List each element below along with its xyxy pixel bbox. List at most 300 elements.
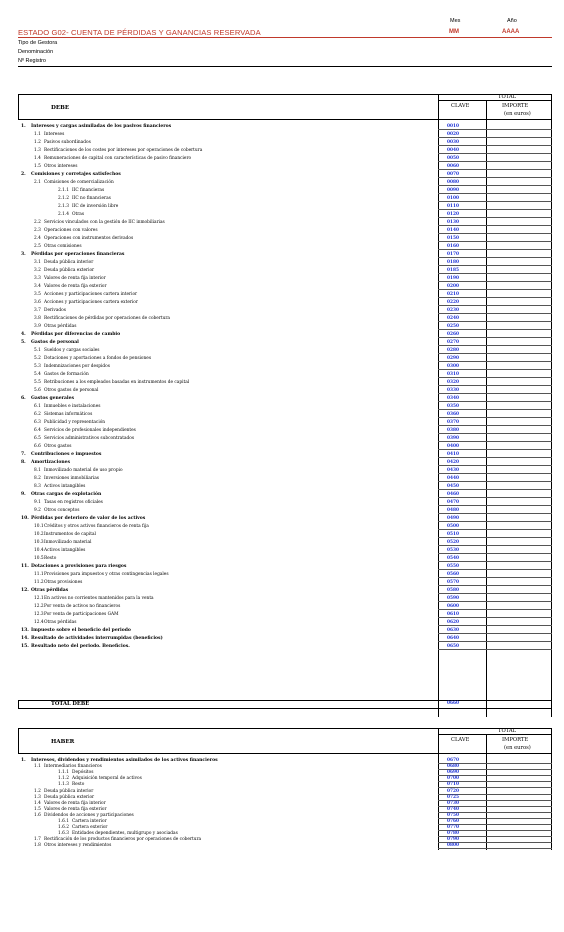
debe-row-key: 0170	[447, 252, 459, 257]
debe-row-amount-input[interactable]	[487, 420, 552, 426]
debe-row-amount-input[interactable]	[487, 444, 552, 450]
haber-row-number: 1.2	[34, 788, 41, 794]
haber-row	[18, 843, 552, 849]
debe-row-key: 0470	[447, 500, 459, 505]
debe-row-amount-input[interactable]	[487, 148, 552, 154]
haber-row-amount-input[interactable]	[487, 843, 552, 849]
debe-row	[18, 308, 552, 314]
debe-row-amount-input[interactable]	[487, 484, 552, 490]
haber-row-key: 0725	[447, 794, 459, 800]
debe-row-amount-input[interactable]	[487, 404, 552, 410]
debe-row-key: 0030	[447, 140, 459, 145]
debe-row-amount-input[interactable]	[487, 564, 552, 570]
debe-row-label: Comisiones y corretajes satisfechos	[31, 172, 121, 177]
haber-row-number: 1.6.2	[58, 825, 69, 831]
debe-row-amount-input[interactable]	[487, 164, 552, 170]
debe-row-label: Otras provisiones	[44, 580, 83, 585]
debe-row-key: 0010	[447, 124, 459, 129]
debe-row-label: Amortizaciones	[31, 460, 71, 465]
haber-row-number: 1.6.1	[58, 819, 69, 824]
debe-row	[18, 140, 552, 146]
debe-row-key: 0480	[447, 508, 459, 513]
debe-row-number: 12.3	[34, 612, 44, 617]
debe-row-number: 1.4	[34, 156, 41, 161]
debe-row-key: 0260	[447, 332, 459, 337]
debe-row-amount-input[interactable]	[487, 572, 552, 578]
debe-row-amount-input[interactable]	[487, 348, 552, 354]
debe-row-key: 0650	[447, 644, 459, 649]
debe-row	[18, 412, 552, 418]
debe-row-label: Intereses	[44, 132, 65, 137]
debe-row-amount-input[interactable]	[487, 540, 552, 546]
debe-row-label: Indemnizaciones por despidos	[44, 364, 110, 369]
debe-row-key: 0380	[447, 428, 459, 433]
debe-row-key: 0410	[447, 452, 459, 457]
debe-row	[18, 484, 552, 490]
debe-row	[18, 356, 552, 362]
debe-row	[18, 204, 552, 210]
debe-row	[18, 148, 552, 154]
debe-row-key: 0130	[447, 220, 459, 225]
debe-row	[18, 196, 552, 202]
debe-row-key: 0050	[447, 156, 459, 161]
debe-row-amount-input[interactable]	[487, 276, 552, 282]
debe-row-amount-input[interactable]	[487, 612, 552, 618]
haber-total-label: TOTAL	[498, 728, 517, 734]
debe-row-amount-input[interactable]	[487, 476, 552, 482]
debe-row-amount-input[interactable]	[487, 356, 552, 362]
debe-row-amount-input[interactable]	[487, 300, 552, 306]
debe-row-amount-input[interactable]	[487, 428, 552, 434]
debe-row-number: 6.3	[34, 420, 41, 425]
debe-row	[18, 388, 552, 394]
debe-row-key: 0550	[447, 564, 459, 569]
debe-row-label: Gastos de personal	[31, 340, 79, 345]
debe-row-number: 5.4	[34, 372, 41, 377]
debe-row	[18, 156, 552, 162]
debe-row-label: Impuesto sobre el beneficio del periodo	[31, 628, 131, 633]
debe-row-number: 4.	[21, 332, 26, 337]
haber-title: HABER	[51, 739, 75, 745]
debe-row-label: Contribuciones e impuestos	[31, 452, 102, 457]
haber-row-label: Valores de renta fija interior	[44, 800, 106, 806]
haber-row-label: Deuda pública exterior	[44, 794, 95, 800]
debe-row-label: Operaciones con instrumentos derivados	[44, 236, 134, 241]
debe-row-label: IIC financieras	[72, 188, 105, 193]
debe-row-key: 0560	[447, 572, 459, 577]
debe-row-number: 8.1	[34, 468, 41, 473]
debe-row-label: Otros conceptos	[44, 508, 80, 513]
debe-row-number: 6.5	[34, 436, 41, 441]
debe-row-amount-input[interactable]	[487, 492, 552, 498]
haber-row-number: 1.1	[34, 764, 41, 770]
debe-row-key: 0230	[447, 308, 459, 313]
haber-row-label: Cartera exterior	[72, 825, 108, 831]
debe-row-key: 0510	[447, 532, 459, 537]
haber-row-key: 0700	[447, 776, 459, 782]
debe-row	[18, 516, 552, 522]
debe-row-key: 0450	[447, 484, 459, 489]
debe-row-label: Servicios de profesionales independientes	[44, 428, 136, 433]
debe-row	[18, 476, 552, 482]
debe-row-key: 0330	[447, 388, 459, 393]
debe-row-amount-input[interactable]	[487, 268, 552, 274]
year-value[interactable]: AAAA	[502, 29, 520, 35]
debe-row-label: Activos intangibles	[44, 484, 86, 489]
debe-row-key: 0500	[447, 524, 459, 529]
debe-row-amount-input[interactable]	[487, 228, 552, 234]
debe-row	[18, 276, 552, 282]
debe-row	[18, 460, 552, 466]
debe-row	[18, 468, 552, 474]
haber-row-key: 0780	[447, 831, 459, 837]
debe-row-number: 5.2	[34, 356, 41, 361]
debe-row-number: 12.	[21, 588, 29, 593]
debe-row-label: Sueldos y cargas sociales	[44, 348, 100, 353]
haber-euros-label: (en euros)	[504, 745, 531, 751]
debe-row-number: 8.	[21, 460, 26, 465]
header-divider	[18, 66, 552, 67]
debe-row-label: Otras	[72, 212, 85, 217]
debe-row-label: Intereses y cargas asimiladas de los pasivos financieros	[31, 124, 172, 129]
debe-row-amount-input[interactable]	[487, 140, 552, 146]
debe-row	[18, 604, 552, 610]
haber-section	[18, 728, 552, 928]
debe-row-number: 5.1	[34, 348, 41, 353]
haber-row-number: 1.6.3	[58, 831, 69, 837]
debe-row	[18, 628, 552, 634]
debe-row	[18, 500, 552, 506]
debe-row-label: Otros gastos de personal	[44, 388, 99, 393]
debe-row	[18, 596, 552, 602]
debe-row-amount-input[interactable]	[487, 220, 552, 226]
debe-row-amount-input[interactable]	[487, 196, 552, 202]
haber-row-key: 0730	[447, 800, 459, 806]
debe-row	[18, 220, 552, 226]
registro-label: Nº Registro	[18, 58, 46, 64]
debe-row-number: 9.2	[34, 508, 41, 513]
debe-row-number: 2.4	[34, 236, 41, 241]
debe-row-amount-input[interactable]	[487, 580, 552, 586]
debe-row	[18, 284, 552, 290]
debe-row-number: 9.	[21, 492, 26, 497]
debe-row-label: Pérdidas por diferencias de cambio	[31, 332, 121, 337]
debe-row-amount-input[interactable]	[487, 180, 552, 186]
debe-row	[18, 380, 552, 386]
debe-row-amount-input[interactable]	[487, 460, 552, 466]
debe-row-number: 15.	[21, 644, 29, 649]
debe-row	[18, 236, 552, 242]
debe-row-key: 0240	[447, 316, 459, 321]
debe-row	[18, 532, 552, 538]
debe-row-amount-input[interactable]	[487, 172, 552, 178]
debe-row-amount-input[interactable]	[487, 412, 552, 418]
debe-row-key: 0320	[447, 380, 459, 385]
debe-row-amount-input[interactable]	[487, 324, 552, 330]
debe-row-amount-input[interactable]	[487, 396, 552, 402]
debe-row	[18, 260, 552, 266]
debe-row-number: 3.4	[34, 284, 41, 289]
debe-row	[18, 268, 552, 274]
debe-row-amount-input[interactable]	[487, 132, 552, 138]
debe-row-number: 3.7	[34, 308, 41, 313]
debe-row-amount-input[interactable]	[487, 588, 552, 594]
debe-row-amount-input[interactable]	[487, 292, 552, 298]
haber-row-number: 1.1.3	[58, 782, 69, 788]
debe-row	[18, 252, 552, 258]
debe-row-key: 0520	[447, 540, 459, 545]
debe-row-label: Otras pérdidas	[44, 324, 77, 329]
tipo-gestora-label: Tipo de Gestora	[18, 40, 58, 46]
debe-row-number: 2.1.3	[58, 204, 69, 209]
debe-row	[18, 524, 552, 530]
debe-row-key: 0580	[447, 588, 459, 593]
debe-row-label: Inmuebles e instalaciones	[44, 404, 101, 409]
debe-row-number: 6.2	[34, 412, 41, 417]
debe-row-number: 3.5	[34, 292, 41, 297]
debe-row-key: 0020	[447, 132, 459, 137]
debe-row-key: 0080	[447, 180, 459, 185]
debe-row-key: 0160	[447, 244, 459, 249]
debe-row-label: Pérdidas por operaciones financieras	[31, 252, 125, 257]
debe-row-amount-input[interactable]	[487, 524, 552, 530]
debe-row-key: 0140	[447, 228, 459, 233]
debe-row-amount-input[interactable]	[487, 508, 552, 514]
debe-row-amount-input[interactable]	[487, 236, 552, 242]
haber-row-label: Depósitos	[72, 770, 94, 776]
debe-row	[18, 292, 552, 298]
debe-row-number: 12.2	[34, 604, 44, 609]
debe-row-amount-input[interactable]	[487, 252, 552, 258]
debe-row-label: Dotaciones a provisiones para riesgos	[31, 564, 127, 569]
debe-row-amount-input[interactable]	[487, 188, 552, 194]
debe-row-label: Por venta de participaciones GAM	[44, 612, 119, 617]
haber-row-label: Adquisición temporal de activos	[72, 776, 142, 782]
denominacion-label: Denominación	[18, 49, 54, 55]
debe-row-amount-input[interactable]	[487, 380, 552, 386]
debe-row	[18, 396, 552, 402]
debe-row-amount-input[interactable]	[487, 284, 552, 290]
debe-row-amount-input[interactable]	[487, 316, 552, 322]
debe-row-key: 0350	[447, 404, 459, 409]
debe-row-number: 2.1.1	[58, 188, 69, 193]
debe-row-key: 0110	[447, 204, 459, 209]
haber-row-number: 1.8	[34, 843, 41, 849]
debe-row	[18, 428, 552, 434]
debe-row-number: 10.	[21, 516, 29, 521]
debe-row-label: Valores de renta fija interior	[44, 276, 106, 281]
debe-row-key: 0390	[447, 436, 459, 441]
debe-row-amount-input[interactable]	[487, 516, 552, 522]
debe-row	[18, 420, 552, 426]
debe-row	[18, 188, 552, 194]
debe-row-key: 0620	[447, 620, 459, 625]
debe-row-number: 1.	[21, 124, 26, 129]
debe-row-amount-input[interactable]	[487, 388, 552, 394]
debe-total-key: 0660	[447, 701, 459, 706]
debe-row	[18, 452, 552, 458]
debe-row-label: Otros gastos	[44, 444, 72, 449]
debe-row	[18, 300, 552, 306]
debe-importe-label: IMPORTE	[502, 103, 529, 109]
debe-row	[18, 636, 552, 642]
debe-row-label: Otros intereses	[44, 164, 78, 169]
debe-row-number: 5.3	[34, 364, 41, 369]
haber-row-label: Valores de renta fija exterior	[44, 806, 107, 812]
debe-row-key: 0630	[447, 628, 459, 633]
debe-row-label: Gastos generales	[31, 396, 75, 401]
debe-row-amount-input[interactable]	[487, 620, 552, 626]
debe-row-number: 6.4	[34, 428, 41, 433]
debe-total-label: TOTAL	[498, 94, 517, 100]
haber-row-label: Entidades dependientes, multigrupo y asociadas	[72, 831, 178, 837]
debe-row	[18, 556, 552, 562]
debe-row-key: 0600	[447, 604, 459, 609]
haber-row-key: 0760	[447, 819, 459, 824]
debe-row-number: 2.3	[34, 228, 41, 233]
debe-row-number: 2.1.2	[58, 196, 69, 201]
debe-row-number: 1.3	[34, 148, 41, 153]
haber-row-number: 1.4	[34, 800, 41, 806]
debe-row-key: 0440	[447, 476, 459, 481]
debe-row	[18, 348, 552, 354]
debe-row	[18, 164, 552, 170]
debe-row-number: 12.4	[34, 620, 44, 625]
debe-row-amount-input[interactable]	[487, 636, 552, 642]
debe-row-amount-input[interactable]	[487, 596, 552, 602]
debe-row	[18, 436, 552, 442]
debe-row-label: Inmovilizado material de uso propio	[44, 468, 123, 473]
debe-row-amount-input[interactable]	[487, 212, 552, 218]
debe-row-label: Rectificaciones de los costes por intereses por operaciones de cobertura	[44, 148, 203, 153]
debe-row-amount-input[interactable]	[487, 204, 552, 210]
debe-row	[18, 444, 552, 450]
haber-row-key: 0800	[447, 843, 459, 849]
debe-row-amount-input[interactable]	[487, 332, 552, 338]
haber-row-label: Cartera interior	[72, 819, 107, 824]
debe-row-key: 0250	[447, 324, 459, 329]
debe-row	[18, 548, 552, 554]
debe-row-key: 0530	[447, 548, 459, 553]
debe-row-label: Remuneraciones de capital con características de pasivo financiero	[44, 156, 192, 161]
debe-row-label: Publicidad y representación	[44, 420, 106, 425]
debe-row-key: 0310	[447, 372, 459, 377]
debe-row-key: 0340	[447, 396, 459, 401]
debe-row-key: 0090	[447, 188, 459, 193]
debe-row-amount-input[interactable]	[487, 556, 552, 562]
debe-row-number: 8.3	[34, 484, 41, 489]
debe-row-key: 0590	[447, 596, 459, 601]
debe-row	[18, 564, 552, 570]
haber-row-key: 0710	[447, 782, 459, 788]
debe-row-number: 3.8	[34, 316, 41, 321]
debe-row-label: Servicios administrativos subcontratados	[44, 436, 135, 441]
debe-row	[18, 132, 552, 138]
debe-row-label: Retribuciones a los empleados basadas en instrumentos de capital	[44, 380, 190, 385]
haber-row-number: 1.7	[34, 837, 41, 843]
debe-row-amount-input[interactable]	[487, 500, 552, 506]
debe-section	[18, 94, 552, 714]
debe-row-amount-input[interactable]	[487, 340, 552, 346]
debe-row-label: Rectificaciones de pérdidas por operaciones de cobertura	[44, 316, 170, 321]
debe-row-amount-input[interactable]	[487, 452, 552, 458]
debe-row-amount-input[interactable]	[487, 124, 552, 130]
debe-row-label: Pasivos subordinados	[44, 140, 91, 145]
haber-clave-label: CLAVE	[451, 737, 470, 743]
haber-row-key: 0750	[447, 812, 459, 818]
debe-row-label: Provisiones para impuestos y otras contingencias legales	[44, 572, 169, 577]
debe-row-number: 10.4	[34, 548, 44, 553]
debe-row	[18, 612, 552, 618]
debe-row	[18, 620, 552, 626]
haber-row-label: Intereses, dividendos y rendimientos asimilados de los activos financieros	[31, 758, 218, 763]
debe-row-number: 3.6	[34, 300, 41, 305]
debe-row-amount-input[interactable]	[487, 372, 552, 378]
debe-row-number: 11.	[21, 564, 29, 569]
debe-row-key: 0640	[447, 636, 459, 641]
debe-row-amount-input[interactable]	[487, 468, 552, 474]
month-label: Mes	[450, 18, 461, 24]
debe-row-label: Comisiones de comercialización	[44, 180, 114, 185]
debe-row-key: 0430	[447, 468, 459, 473]
debe-row-amount-input[interactable]	[487, 436, 552, 442]
debe-row-amount-input[interactable]	[487, 548, 552, 554]
debe-row-label: Resultado neto del periodo. Beneficios.	[31, 644, 130, 649]
debe-row-amount-input[interactable]	[487, 156, 552, 162]
debe-row-number: 2.5	[34, 244, 41, 249]
debe-row-key: 0360	[447, 412, 459, 417]
debe-row-key: 0040	[447, 148, 459, 153]
debe-row-number: 2.1	[34, 180, 41, 185]
debe-row	[18, 340, 552, 346]
debe-row-amount-input[interactable]	[487, 260, 552, 266]
debe-row-amount-input[interactable]	[487, 644, 552, 650]
debe-row-number: 14.	[21, 636, 29, 641]
debe-euros-label: (en euros)	[504, 111, 531, 117]
debe-row-number: 3.1	[34, 260, 41, 265]
debe-row-amount-input[interactable]	[487, 604, 552, 610]
debe-row	[18, 644, 552, 650]
haber-row-number: 1.	[21, 758, 26, 763]
debe-row-number: 10.3	[34, 540, 44, 545]
debe-row-number: 6.	[21, 396, 26, 401]
debe-row-amount-input[interactable]	[487, 532, 552, 538]
debe-row-number: 5.	[21, 340, 26, 345]
month-value[interactable]: MM	[449, 29, 459, 35]
haber-row-label: Resto	[72, 782, 85, 788]
haber-row-key: 0770	[447, 825, 459, 831]
debe-row-number: 3.9	[34, 324, 41, 329]
debe-row	[18, 316, 552, 322]
debe-row-number: 3.2	[34, 268, 41, 273]
debe-row-amount-input[interactable]	[487, 244, 552, 250]
haber-row-label: Otros intereses y rendimientos	[44, 843, 112, 849]
debe-row-number: 10.1	[34, 524, 44, 529]
debe-row-number: 1.5	[34, 164, 41, 169]
debe-row-label: Otras pérdidas	[44, 620, 77, 625]
debe-row-key: 0370	[447, 420, 459, 425]
debe-row-number: 11.2	[34, 580, 44, 585]
debe-row-amount-input[interactable]	[487, 364, 552, 370]
debe-row-amount-input[interactable]	[487, 308, 552, 314]
debe-row-label: Inmovilizado material	[44, 540, 92, 545]
debe-row-label: Operaciones con valores	[44, 228, 98, 233]
debe-row-label: Servicios vinculados con la gestión de IIC inmobiliarias	[44, 220, 165, 225]
debe-row	[18, 572, 552, 578]
debe-row-amount-input[interactable]	[487, 628, 552, 634]
debe-row-key: 0120	[447, 212, 459, 217]
debe-row-number: 2.1.4	[58, 212, 69, 217]
